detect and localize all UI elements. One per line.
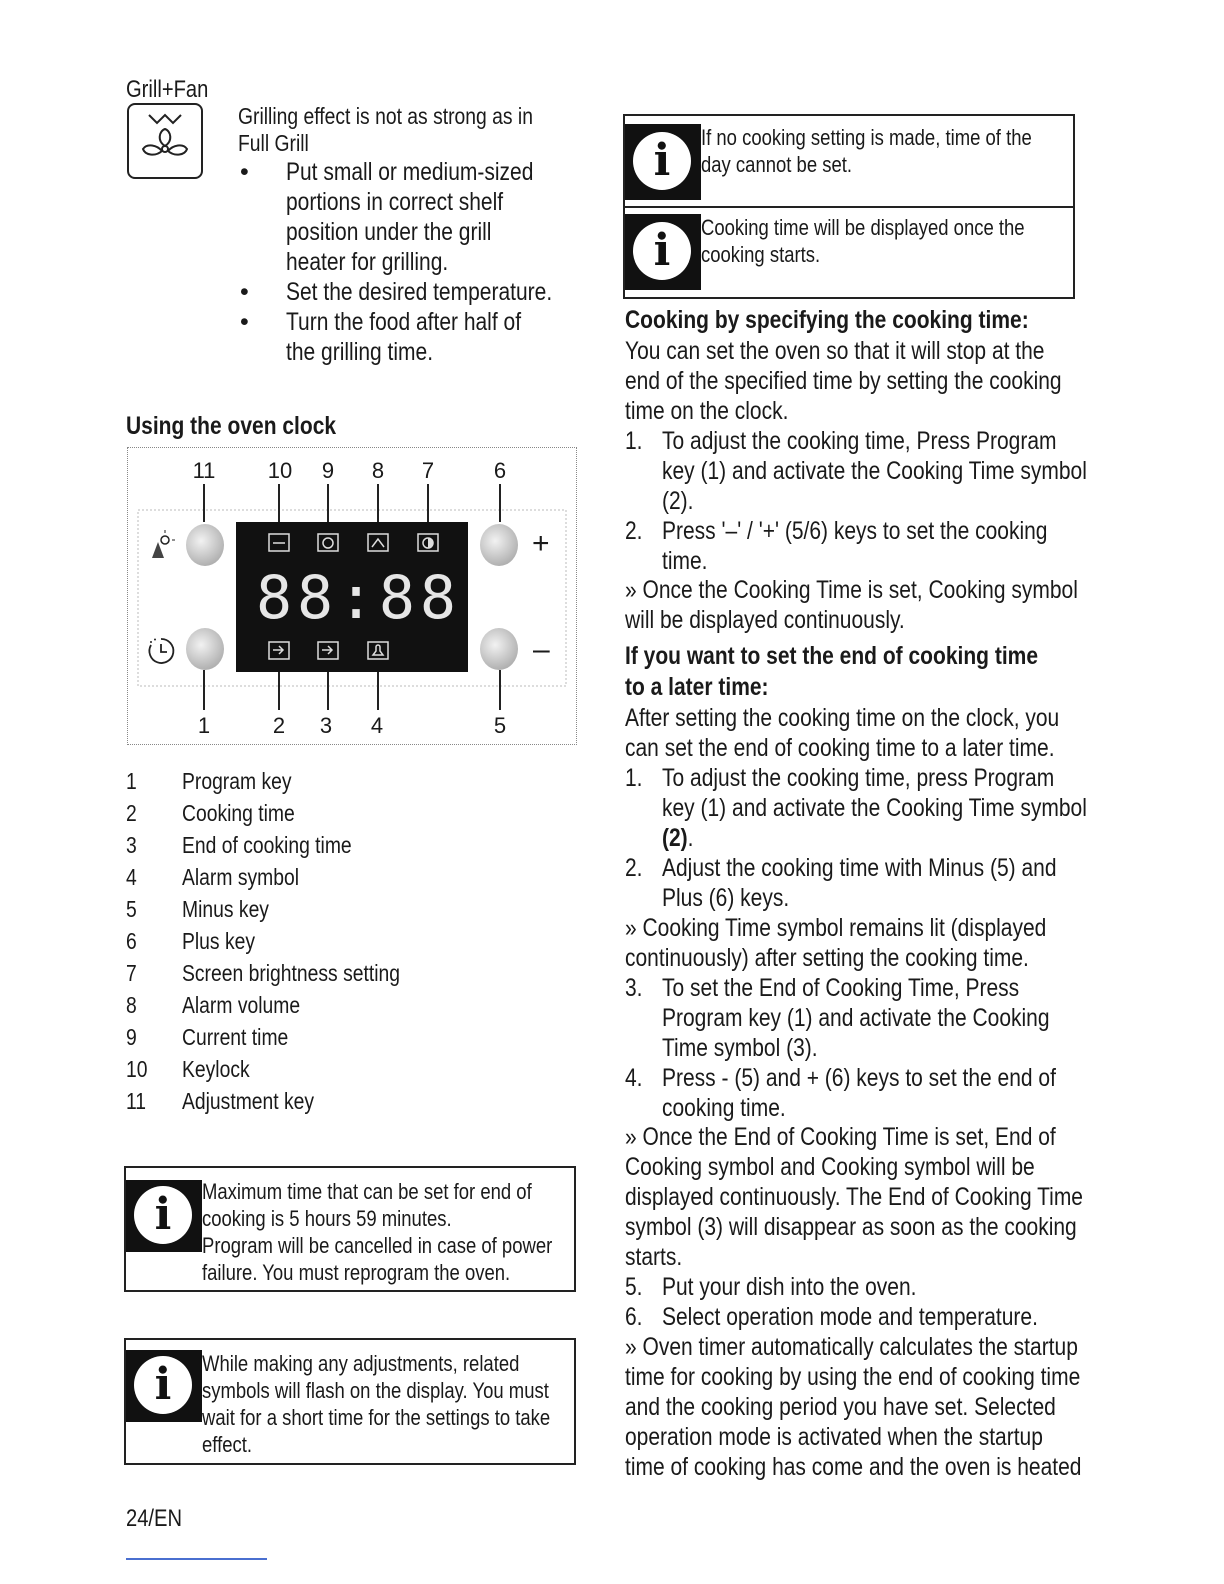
step-number: 3. xyxy=(625,974,643,1002)
minus-key[interactable] xyxy=(480,628,518,670)
note: » Cooking Time symbol remains lit (displayed continuously) after setting the cooking time. xyxy=(625,914,1047,972)
step-text: To set the End of Cooking Time, Press Program key (1) and activate the Cooking Time symbol (3). xyxy=(662,974,1050,1062)
callout-9: 9 xyxy=(321,458,335,483)
step-text: Adjust the cooking time with Minus (5) and Plus (6) keys. xyxy=(662,854,1057,912)
note: » Once the Cooking Time is set, Cooking symbol will be displayed continuously. xyxy=(625,576,1078,634)
legend-label: Cooking time xyxy=(182,800,295,826)
legend-label: Alarm volume xyxy=(182,992,301,1018)
legend-number: 2 xyxy=(126,800,137,826)
info-text: While making any adjustments, related symbols will flash on the display. You must wait for a short time for the settings to take effect. xyxy=(202,1351,551,1457)
digit: 8 xyxy=(296,563,334,633)
paragraph: After setting the cooking time on the clock, you can set the end of cooking time to a later time. xyxy=(625,704,1060,762)
grill-fan-icon xyxy=(127,103,203,179)
callout-6: 6 xyxy=(493,458,507,483)
section-heading: If you want to set the end of cooking time to a later time: xyxy=(625,642,1039,701)
callout-5: 5 xyxy=(493,713,507,738)
step-text: Put your dish into the oven. xyxy=(662,1273,917,1301)
info-icon: i xyxy=(126,1350,202,1422)
info-box xyxy=(124,1166,576,1292)
callout-10: 10 xyxy=(267,458,293,483)
callout-3: 3 xyxy=(319,713,333,738)
plus-sign: + xyxy=(532,527,550,560)
clock-heading: Using the oven clock xyxy=(126,412,337,440)
legend-label: Current time xyxy=(182,1024,289,1050)
step-text: Select operation mode and temperature. xyxy=(662,1303,1038,1331)
step-number: 6. xyxy=(625,1303,643,1331)
step-text: To adjust the cooking time, Press Program key (1) and activate the Cooking Time symbol (2). xyxy=(662,427,1087,515)
step-number: 5. xyxy=(625,1273,643,1301)
legend-label: Screen brightness setting xyxy=(182,960,401,986)
note: » Oven timer automatically calculates the startup time for cooking by using the end of cooking time and the cooking period you have set. Selected operation mode is activated when the startup time of cooking has come and the oven is heated xyxy=(625,1333,1082,1481)
legend-number: 5 xyxy=(126,896,137,922)
legend-number: 8 xyxy=(126,992,137,1018)
legend-label: Adjustment key xyxy=(182,1088,315,1114)
oven-clock-diagram xyxy=(127,447,577,745)
info-box-stack xyxy=(623,114,1075,299)
legend-number: 11 xyxy=(126,1088,147,1114)
callout-7: 7 xyxy=(421,458,435,483)
step-number: 2. xyxy=(625,854,643,882)
digit: 8 xyxy=(419,563,456,633)
grill-fan-title: Grill+Fan xyxy=(126,76,209,103)
info-icon: i xyxy=(625,214,701,290)
info-icon: i xyxy=(126,1180,202,1252)
paragraph: You can set the oven so that it will stop at the end of the specified time by setting the cooking time on the clock. xyxy=(625,337,1062,425)
legend-number: 3 xyxy=(126,832,137,858)
legend-label: Program key xyxy=(182,768,292,794)
plus-key[interactable] xyxy=(480,524,518,566)
legend-number: 4 xyxy=(126,864,137,890)
step-text: To adjust the cooking time, press Program key (1) and activate the Cooking Time symbol (2). xyxy=(662,764,1087,852)
callout-8: 8 xyxy=(371,458,385,483)
info-text: Maximum time that can be set for end of cooking is 5 hours 59 minutes. Program will be cancelled in case of power failure. You must reprogram the oven. xyxy=(202,1179,553,1285)
grill-fan-description: Grilling effect is not as strong as in Full Grill xyxy=(238,103,533,156)
legend-number: 1 xyxy=(126,768,137,794)
digit-display xyxy=(256,563,456,633)
info-text: If no cooking setting is made, time of the day cannot be set. xyxy=(701,125,1032,177)
adjustment-icon xyxy=(146,530,176,560)
step-number: 4. xyxy=(625,1064,643,1092)
callout-1: 1 xyxy=(197,713,211,738)
legend-number: 9 xyxy=(126,1024,137,1050)
legend-label: Keylock xyxy=(182,1056,250,1082)
info-icon: i xyxy=(625,124,701,200)
info-text: Cooking time will be displayed once the cooking starts. xyxy=(701,215,1025,267)
program-key[interactable] xyxy=(186,628,224,670)
legend-number: 6 xyxy=(126,928,137,954)
legend-label: Minus key xyxy=(182,896,269,922)
clock-icon xyxy=(146,636,176,666)
digit-colon: : xyxy=(337,563,375,633)
callout-11: 11 xyxy=(192,458,216,483)
section-heading: Cooking by specifying the cooking time: xyxy=(625,306,1029,334)
legend-label: Alarm symbol xyxy=(182,864,300,890)
step-number: 1. xyxy=(625,764,643,792)
digit: 8 xyxy=(256,563,293,633)
info-divider xyxy=(625,206,1073,208)
step-number: 1. xyxy=(625,427,643,455)
info-box xyxy=(124,1338,576,1465)
legend-number: 7 xyxy=(126,960,137,986)
step-number: 2. xyxy=(625,517,643,545)
callout-2: 2 xyxy=(272,713,286,738)
footer-rule xyxy=(126,1558,267,1560)
digit: 8 xyxy=(378,563,416,633)
step-text: Press '–' / '+' (5/6) keys to set the cooking time. xyxy=(662,517,1048,575)
note: » Once the End of Cooking Time is set, End of Cooking symbol and Cooking symbol will be displayed continuously. The End of Cooking Time symbol (3) will disappear as soon as the cooking starts. xyxy=(625,1123,1083,1271)
adjustment-key[interactable] xyxy=(186,524,224,566)
legend-number: 10 xyxy=(126,1056,148,1082)
step-text: Press - (5) and + (6) keys to set the end of cooking time. xyxy=(662,1064,1056,1122)
legend-label: Plus key xyxy=(182,928,256,954)
minus-sign: – xyxy=(533,633,550,666)
legend-label: End of cooking time xyxy=(182,832,352,858)
callout-4: 4 xyxy=(370,713,384,738)
page-number: 24/EN xyxy=(126,1505,183,1532)
